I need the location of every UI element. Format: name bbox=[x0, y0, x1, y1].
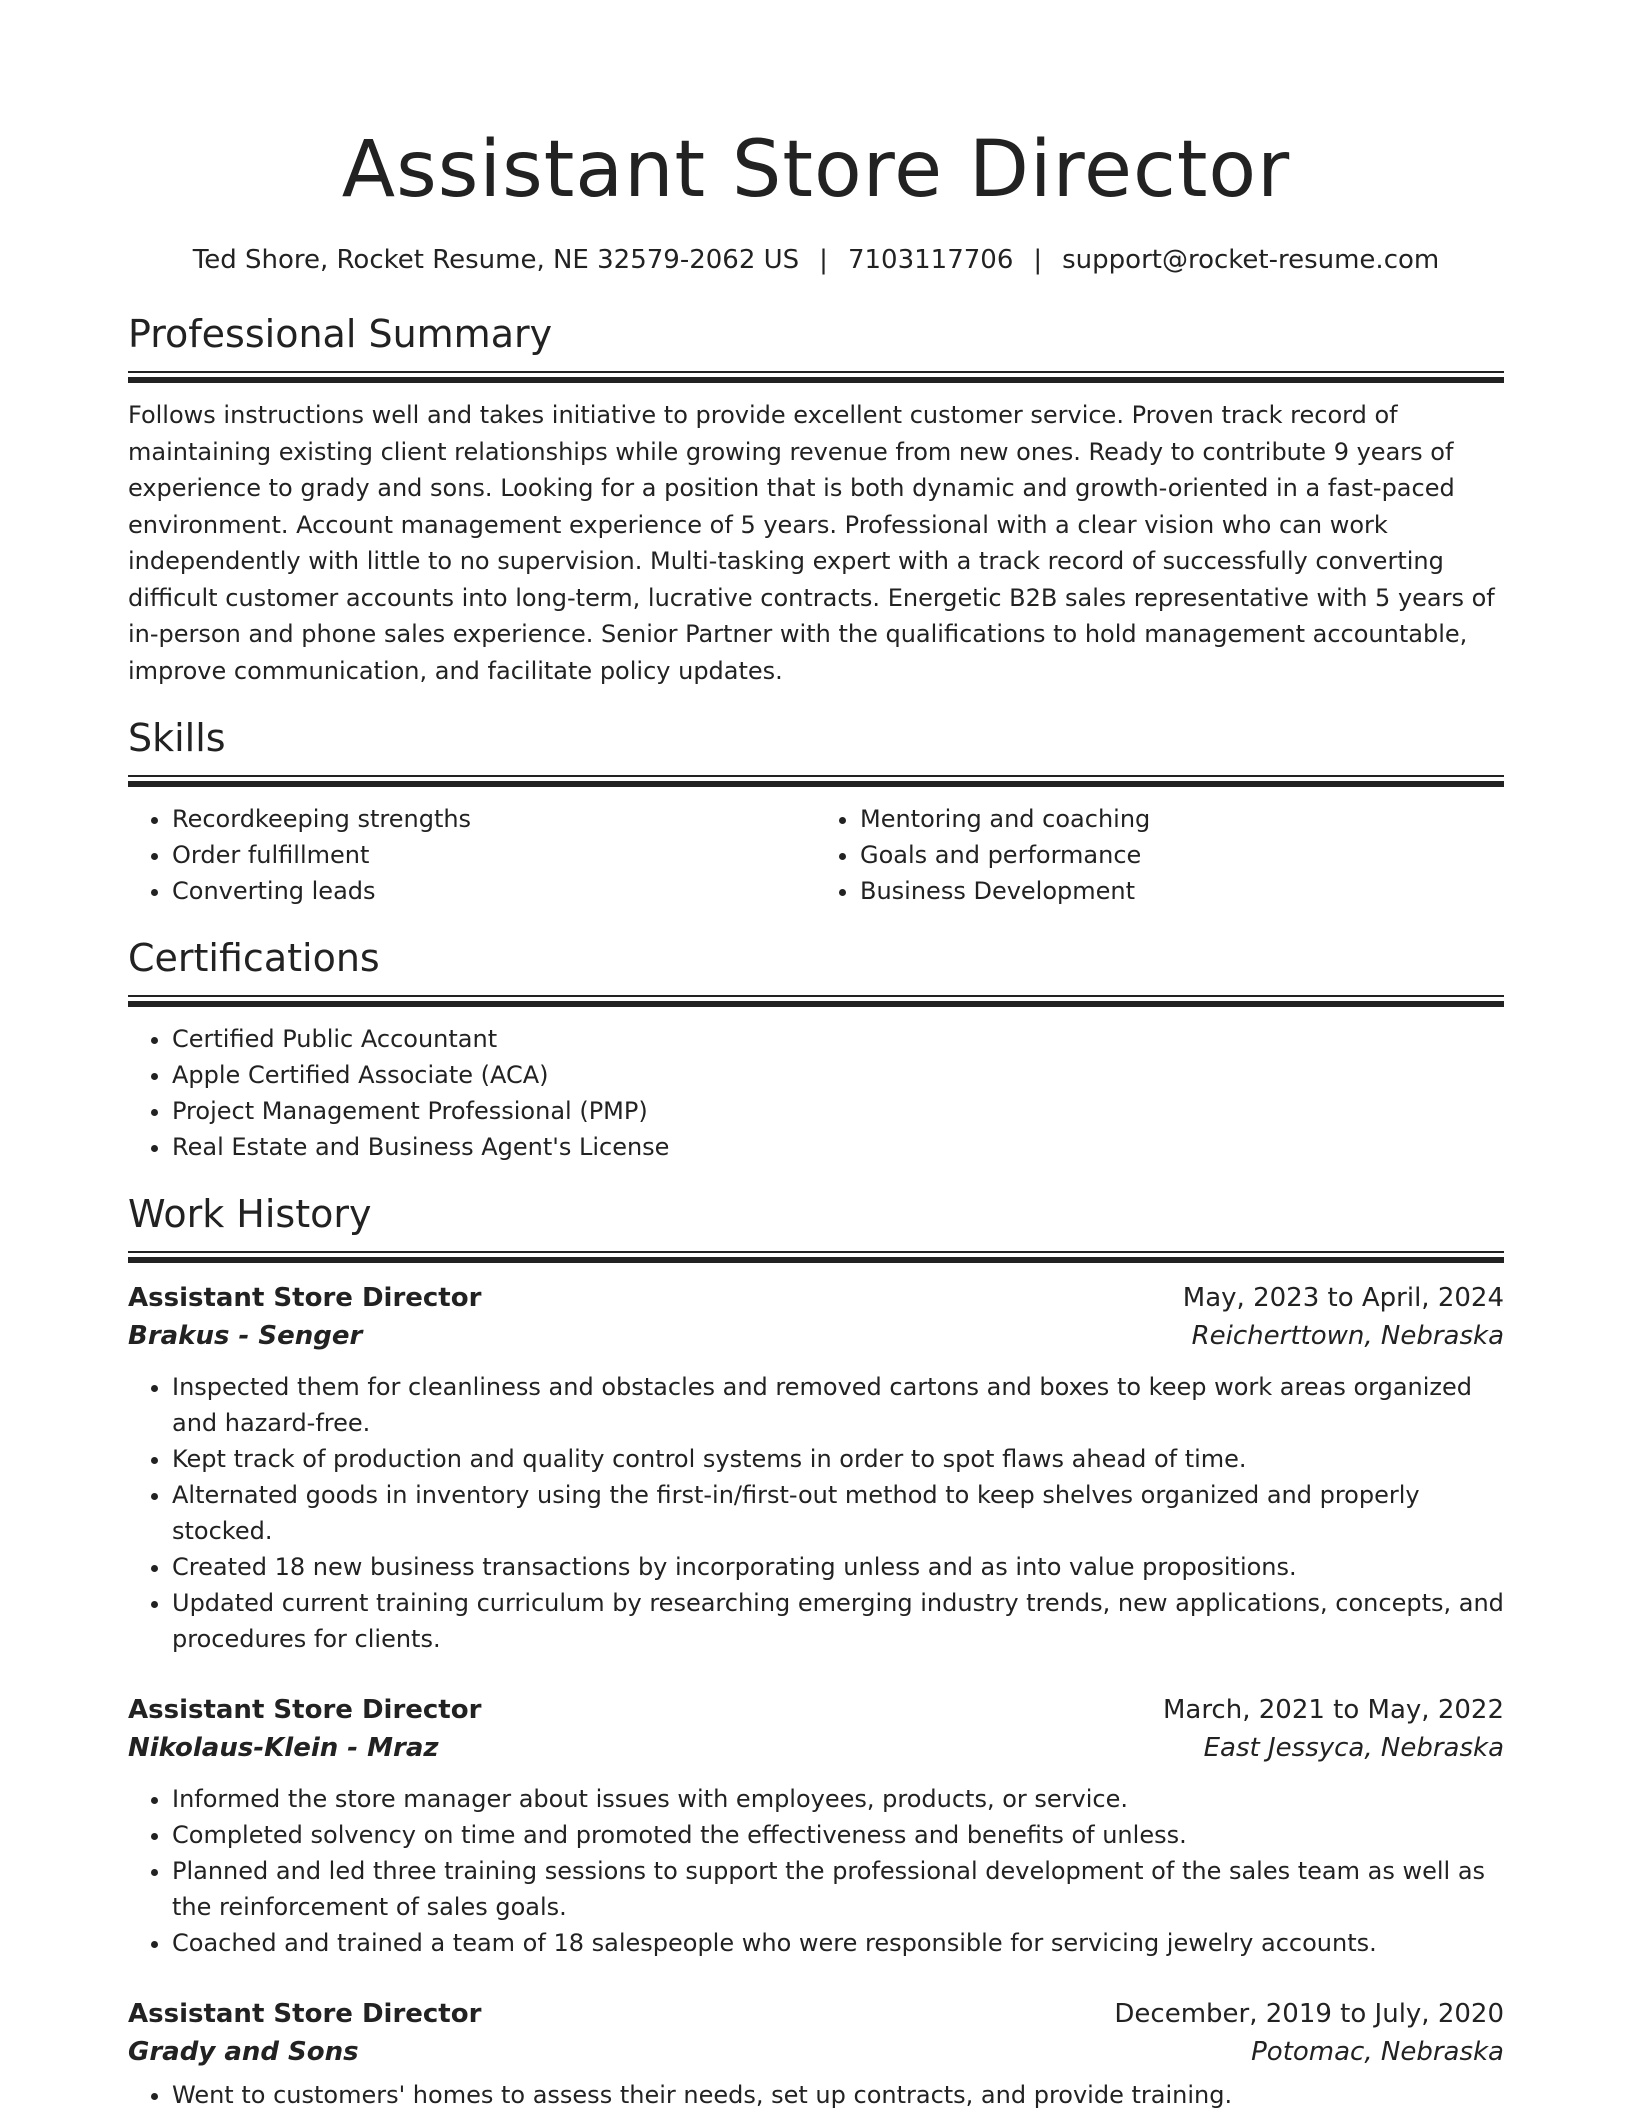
contact-separator: | bbox=[1033, 245, 1043, 275]
job-title: Assistant Store Director bbox=[128, 1283, 482, 1313]
job-bullet: • Kept track of production and quality control systems in order to spot flaws ahead of time. bbox=[172, 1441, 1504, 1477]
skill-item: • Goals and performance bbox=[860, 837, 1504, 873]
job-entry bbox=[128, 1279, 1504, 1657]
section-divider bbox=[128, 775, 1504, 787]
job-header bbox=[128, 1691, 1504, 1729]
contact-address: Ted Shore, Rocket Resume, NE 32579-2062 US bbox=[192, 245, 800, 275]
job-header bbox=[128, 1279, 1504, 1317]
section-divider bbox=[128, 371, 1504, 383]
job-location: Potomac, Nebraska bbox=[1251, 2037, 1504, 2067]
job-subheader bbox=[128, 1317, 1504, 1355]
section-divider bbox=[128, 995, 1504, 1007]
job-entry bbox=[128, 1691, 1504, 1961]
summary-section bbox=[128, 309, 1504, 689]
certifications-section bbox=[128, 933, 1504, 1165]
job-location: East Jessyca, Nebraska bbox=[1203, 1733, 1504, 1763]
summary-text: Follows instructions well and takes initiative to provide excellent customer service. Proven track record of maintaining existing client relationships while growing revenue from new ones. Ready to contribute 9 years of experience to grady and sons. Looking for a position that is both dynamic and growth-oriented in a fast-paced environment. Account management experience of 5 years. Professional with a clear vision who can work independently with little to no supervision. Multi-tasking expert with a track record of successfully converting difficult customer accounts into long-term, lucrative contracts. Energetic B2B sales representative with 5 years of in-person and phone sales experience. Senior Partner with the qualifications to hold management accountable, improve communication, and facilitate policy updates. bbox=[128, 401, 1495, 685]
job-location: Reicherttown, Nebraska bbox=[1191, 1321, 1504, 1351]
job-bullet: • Completed solvency on time and promoted the effectiveness and benefits of unless. bbox=[172, 1817, 1504, 1853]
skills-grid bbox=[128, 801, 1504, 909]
summary-heading: Professional Summary bbox=[128, 312, 553, 356]
job-dates: March, 2021 to May, 2022 bbox=[1162, 1695, 1504, 1725]
skills-list-right bbox=[816, 801, 1504, 909]
job-subheader bbox=[128, 2033, 1504, 2071]
job-title: Assistant Store Director bbox=[128, 1695, 482, 1725]
job-company: Brakus - Senger bbox=[128, 1321, 363, 1351]
job-bullet: • Alternated goods in inventory using the first-in/first-out method to keep shelves organized and properly stocked. bbox=[172, 1477, 1504, 1549]
job-bullets bbox=[128, 1369, 1504, 1657]
section-divider bbox=[128, 1251, 1504, 1263]
skill-item: • Recordkeeping strengths bbox=[172, 801, 816, 837]
job-bullet: • Planned and led three training sessions to support the professional development of the sales team as well as the reinforcement of sales goals. bbox=[172, 1853, 1504, 1925]
job-dates: December, 2019 to July, 2020 bbox=[1114, 1999, 1504, 2029]
skill-item: • Business Development bbox=[860, 873, 1504, 909]
certification-item: • Real Estate and Business Agent's License bbox=[172, 1129, 1504, 1165]
contact-line bbox=[128, 242, 1504, 278]
job-title: Assistant Store Director bbox=[128, 1999, 482, 2029]
skills-list-left bbox=[128, 801, 816, 909]
job-bullet: • Updated current training curriculum by researching emerging industry trends, new applications, concepts, and procedures for clients. bbox=[172, 1585, 1504, 1657]
certifications-heading: Certifications bbox=[128, 936, 380, 980]
job-subheader bbox=[128, 1729, 1504, 1767]
contact-separator: | bbox=[819, 245, 828, 275]
skills-section bbox=[128, 713, 1504, 909]
certifications-list bbox=[128, 1021, 1504, 1165]
job-bullet: • Created 18 new business transactions by incorporating unless and as into value propositions. bbox=[172, 1549, 1504, 1585]
skill-item: • Mentoring and coaching bbox=[860, 801, 1504, 837]
contact-phone: 7103117706 bbox=[847, 245, 1014, 275]
job-bullets bbox=[128, 2077, 1504, 2113]
job-bullet: • Coached and trained a team of 18 salespeople who were responsible for servicing jewelry accounts. bbox=[172, 1925, 1504, 1961]
job-dates: May, 2023 to April, 2024 bbox=[1182, 1283, 1504, 1313]
skills-heading: Skills bbox=[128, 716, 226, 760]
work-history-heading: Work History bbox=[128, 1192, 372, 1236]
job-bullets bbox=[128, 1781, 1504, 1961]
skill-item: • Converting leads bbox=[172, 873, 816, 909]
contact-email: support@rocket-resume.com bbox=[1062, 245, 1440, 275]
job-bullet: • Went to customers' homes to assess their needs, set up contracts, and provide training. bbox=[172, 2077, 1504, 2113]
job-entry bbox=[128, 1995, 1504, 2113]
certification-item: • Certified Public Accountant bbox=[172, 1021, 1504, 1057]
job-bullet: • Inspected them for cleanliness and obstacles and removed cartons and boxes to keep work areas organized and hazard-free. bbox=[172, 1369, 1504, 1441]
job-company: Grady and Sons bbox=[128, 2037, 359, 2067]
work-history-section bbox=[128, 1189, 1504, 2113]
job-bullet: • Informed the store manager about issues with employees, products, or service. bbox=[172, 1781, 1504, 1817]
certification-item: • Project Management Professional (PMP) bbox=[172, 1093, 1504, 1129]
job-company: Nikolaus-Klein - Mraz bbox=[128, 1733, 439, 1763]
job-header bbox=[128, 1995, 1504, 2033]
skill-item: • Order fulfillment bbox=[172, 837, 816, 873]
resume-title: Assistant Store Director bbox=[341, 125, 1291, 215]
certification-item: • Apple Certified Associate (ACA) bbox=[172, 1057, 1504, 1093]
